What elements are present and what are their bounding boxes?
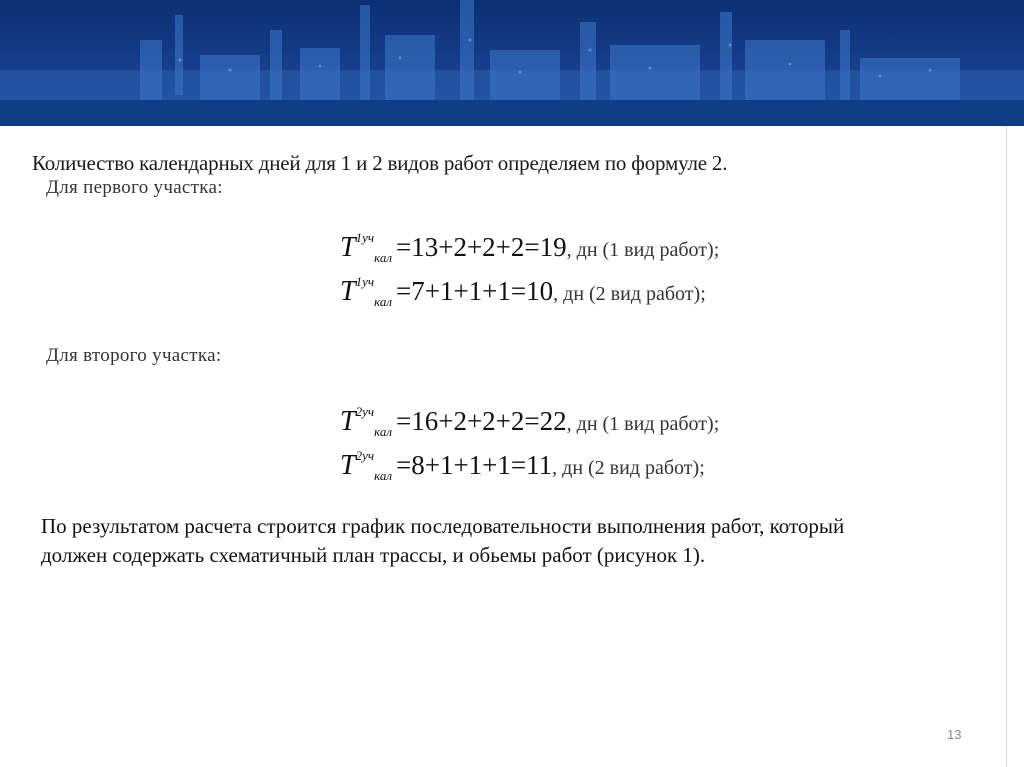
section-heading-1: Для первого участка: xyxy=(46,177,223,198)
equation-superscript: 2уч xyxy=(355,404,375,419)
equation-superscript: 1уч xyxy=(355,274,375,289)
equation-unit: , дн (1 вид работ); xyxy=(566,239,720,261)
equation-unit: , дн (2 вид работ); xyxy=(552,457,705,479)
equation-subscript: кал xyxy=(374,468,392,483)
equation-expression: =16+2+2+2=22 xyxy=(396,406,567,436)
equation-expression: =8+1+1+1=11 xyxy=(396,450,553,480)
slide-body xyxy=(0,126,1024,767)
header-banner-image xyxy=(0,0,1024,126)
section-heading-2: Для второго участка: xyxy=(46,345,222,366)
page-number: 13 xyxy=(947,727,962,742)
equation-expression: =13+2+2+2=19 xyxy=(396,232,567,262)
slide-border xyxy=(1006,126,1007,767)
equation-subscript: кал xyxy=(374,250,392,265)
equation-symbol: T xyxy=(340,406,356,437)
equation-superscript: 1уч xyxy=(355,230,375,245)
equation-expression: =7+1+1+1=10 xyxy=(396,276,554,306)
equation-superscript: 2уч xyxy=(355,448,375,463)
equation-subscript: кал xyxy=(374,424,392,439)
equation-3 xyxy=(340,406,719,438)
intro-text: Количество календарных дней для 1 и 2 видов работ определяем по формуле 2. xyxy=(32,151,728,175)
equation-unit: , дн (1 вид работ); xyxy=(566,413,720,435)
equation-symbol: T xyxy=(340,450,356,481)
equation-1 xyxy=(340,232,719,264)
equation-symbol: T xyxy=(340,232,356,263)
equation-unit: , дн (2 вид работ); xyxy=(553,283,706,305)
equation-4 xyxy=(340,450,705,482)
equation-2 xyxy=(340,276,706,308)
conclusion-paragraph: По результатом расчета строится график последовательности выполнения работ, который должен содержать схематичный план трассы, и обьемы работ (рисунок 1). xyxy=(41,514,845,567)
equation-subscript: кал xyxy=(374,294,392,309)
industrial-skyline-graphic xyxy=(0,0,1024,126)
equation-symbol: T xyxy=(340,276,356,307)
